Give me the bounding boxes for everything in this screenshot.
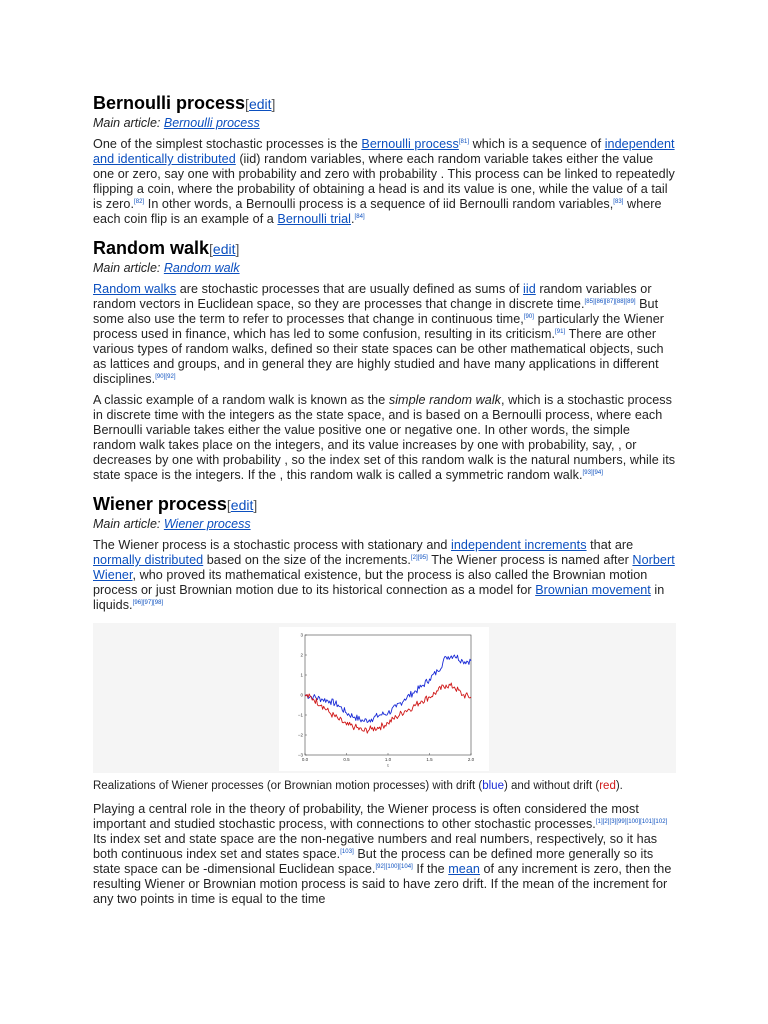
main-article-hatnote: Main article: Bernoulli process [93,116,260,130]
main-article-hatnote: Main article: Random walk [93,261,240,275]
inline-link[interactable]: mean [448,862,480,876]
caption-red-word: red [599,780,616,792]
y-tick-label: 0 [300,692,303,698]
citation[interactable]: [93][94] [582,470,603,476]
inline-link[interactable]: iid [523,282,536,296]
main-article-link[interactable]: Bernoulli process [163,116,260,130]
paragraph: Random walks are stochastic processes that are usually defined as sums of iid random variables or random vectors in Euclidean space, so they are processes that change in discrete time.[85][86][87][88][89] But some also use the term to refer to processes that change in continuous time,[90] particularly the Wiener process used in finance, which has led to some confusion, resulting in its criticism.[91] There are other various types of random walks, defined so their state spaces can be other mathematical objects, such as lattices and groups, and in general they are highly studied and have many applications in different disciplines.[90][92] [93,282,665,386]
citation[interactable]: [84] [354,214,365,220]
inline-link[interactable]: independent increments [451,538,587,552]
citation[interactable]: [91] [555,329,566,335]
inline-link[interactable]: independent and identically distributed [93,137,675,166]
main-article-link[interactable]: Wiener process [163,517,251,531]
section-title: Bernoulli process [93,93,246,113]
section-heading-wiener [93,493,676,516]
section-title: Wiener process [93,494,227,514]
y-tick-label: 2 [300,652,303,658]
wiener-chart-svg [279,627,489,771]
x-tick-label: 0.0 [301,757,309,762]
y-tick-label: 3 [300,632,303,638]
paragraph: A classic example of a random walk is known as the simple random walk, which is a stochastic process in discrete time with the integers as the state space, and is based on a Bernoulli process, where each Bernoulli variable takes either the value positive one or negative one. In other words, the simple random walk takes place on the integers, and its value increases by one with probability, say, , or decreases by one with probability , so the index set of this random walk is the natural numbers, while its state space is the integers. If the , this random walk is called a symmetric random walk.[93][94] [93,393,676,482]
x-tick-label: 1.0 [384,757,392,762]
series-line-no-drift [305,683,471,733]
article-content [93,92,676,913]
inline-link[interactable]: Brownian movement [535,583,651,597]
y-tick-label: −2 [297,732,303,738]
wiener-plot[interactable] [279,627,489,771]
inline-link[interactable]: Bernoulli trial [277,212,351,226]
section-title: Random walk [93,238,210,258]
citation[interactable]: [81] [458,139,470,145]
section-heading-bernoulli [93,92,676,115]
x-tick-label: 0.5 [343,757,350,762]
y-tick-label: −3 [297,752,303,758]
figure-wiener [93,623,676,773]
citation[interactable]: [83] [613,199,624,205]
caption-blue-word: blue [482,780,504,792]
citation[interactable]: [90] [523,314,535,320]
main-article-hatnote: Main article: Wiener process [93,517,251,531]
citation[interactable]: [103] [340,849,354,855]
y-tick-label: −1 [297,712,303,718]
inline-link[interactable]: normally distributed [93,553,204,567]
citation[interactable]: [92][100][104] [375,864,413,870]
x-tick-label: 1.5 [426,757,433,762]
edit-section-random-walk: [edit] [209,241,240,257]
y-tick-label: 1 [300,672,303,678]
x-axis-label: t [387,763,389,768]
citation[interactable]: [85][86][87][88][89] [584,299,636,305]
figure-caption: Realizations of Wiener processes (or Brownian motion processes) with drift (blue) and without drift (red). [93,780,623,792]
paragraph: One of the simplest stochastic processes is the Bernoulli process[81] which is a sequence of independent and identically distributed (iid) random variables, where each random variable takes either the value one or zero, say one with probability and zero with probability . This process can be linked to repeatedly flipping a coin, where the probability of obtaining a head is and its value is one, while the value of a tail is zero.[82] In other words, a Bernoulli process is a sequence of iid Bernoulli random variables,[83] where each coin flip is an example of a Bernoulli trial.[84] [93,137,675,226]
inline-link[interactable]: Random walks [93,282,177,296]
edit-section-bernoulli: [edit] [245,96,276,112]
plot-frame [305,635,471,755]
citation[interactable]: [82] [134,199,145,205]
citation[interactable]: [1][2][3][99][100][101][102] [595,819,668,825]
edit-section-wiener: [edit] [226,497,258,513]
inline-link[interactable]: Norbert Wiener [93,553,675,582]
citation[interactable]: [2][95] [410,555,428,561]
citation[interactable]: [96][97][98] [132,600,164,606]
inline-link[interactable]: Bernoulli process [361,137,459,151]
paragraph: The Wiener process is a stochastic process with stationary and independent increments that are normally distributed based on the size of the increments.[2][95] The Wiener process is named after Norbert Wiener, who proved its mathematical existence, but the process is also called the Brownian motion process or just Brownian motion due to its historical connection as a model for Brownian movement in liquids.[96][97][98] [93,538,675,612]
edit-link[interactable]: edit [248,96,272,112]
edit-link[interactable]: edit [230,497,254,513]
edit-link[interactable]: edit [212,241,236,257]
x-tick-label: 2.0 [467,757,475,762]
citation[interactable]: [90][92] [155,374,176,380]
paragraph: Playing a central role in the theory of probability, the Wiener process is often considered the most important and studied stochastic process, with connections to other stochastic processes.[1][2][3][99][100][101][102] Its index set and state space are the non-negative numbers and real numbers, respectively, so it has both continuous index set and states space.[103] But the process can be defined more generally so its state space can be -dimensional Euclidean space.[92][100][104] If the mean of any increment is zero, then the resulting Wiener or Brownian motion process is said to have zero drift. If the mean of the increment for any two points in time is equal to the time [93,802,672,906]
main-article-link[interactable]: Random walk [163,261,240,275]
section-heading-random-walk [93,237,676,260]
